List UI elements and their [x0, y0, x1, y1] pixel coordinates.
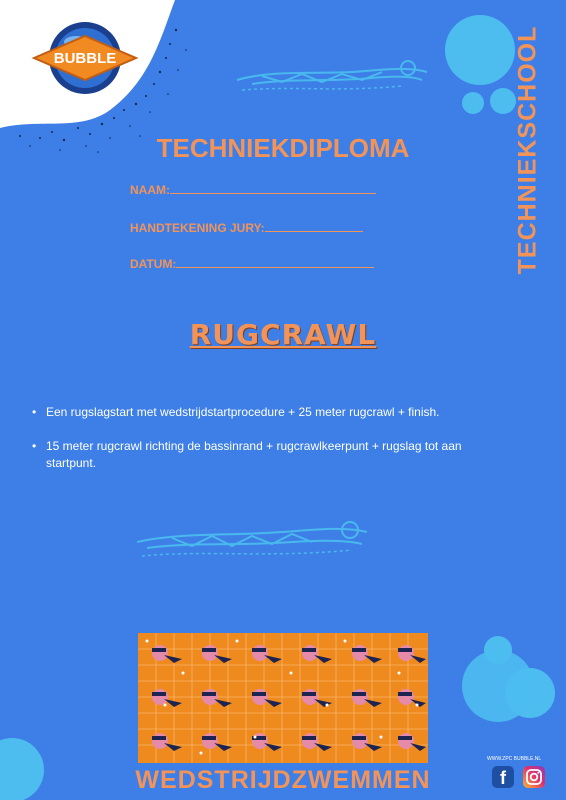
- bubble-logo-icon: [30, 18, 140, 98]
- bubble-decoration: [462, 650, 534, 722]
- name-field: [130, 183, 376, 197]
- name-label: NAAM:: [130, 183, 170, 197]
- bubble-decoration: [445, 15, 515, 85]
- diploma-title: TECHNIEKDIPLOMA: [156, 133, 410, 163]
- swimmer-icon: [132, 512, 372, 562]
- swimmer-pattern-image: [138, 633, 428, 763]
- requirement-text: Een rugslagstart met wedstrijdstartprocedure + 25 meter rugcrawl + finish.: [46, 405, 440, 419]
- swimmer-icon: [232, 52, 432, 102]
- bullet-dot: •: [32, 405, 37, 419]
- jury-signature-line: [265, 221, 363, 232]
- bubble-decoration: [490, 88, 516, 114]
- stroke-title: RUGCRAWL: [189, 318, 377, 351]
- jury-signature-field: [130, 221, 363, 235]
- facebook-glyph: f: [500, 768, 506, 788]
- date-label: DATUM:: [130, 257, 177, 271]
- footer-title: WEDSTRIJDZWEMMEN: [135, 766, 431, 794]
- facebook-icon[interactable]: [492, 766, 514, 788]
- date-line: [176, 257, 374, 268]
- jury-signature-label: HANDTEKENING JURY:: [130, 221, 265, 235]
- instagram-glyph: [523, 766, 545, 788]
- instagram-icon[interactable]: [523, 766, 545, 788]
- bubble-decoration: [462, 92, 484, 114]
- website-link[interactable]: WWW.ZPC BUBBLE.NL: [487, 756, 542, 762]
- bullet-dot: •: [32, 439, 37, 453]
- list-item: [32, 404, 542, 421]
- svg-text:BUBBLE: BUBBLE: [53, 50, 117, 67]
- requirements-list: [32, 404, 542, 489]
- vertical-school-label: TECHNIEKSCHOOL: [513, 25, 542, 275]
- list-item: [32, 438, 466, 472]
- name-line: [170, 183, 376, 194]
- date-field: [130, 257, 374, 271]
- requirement-text: 15 meter rugcrawl richting de bassinrand + rugcrawlkeerpunt + rugslag tot aan startpunt.: [46, 439, 462, 470]
